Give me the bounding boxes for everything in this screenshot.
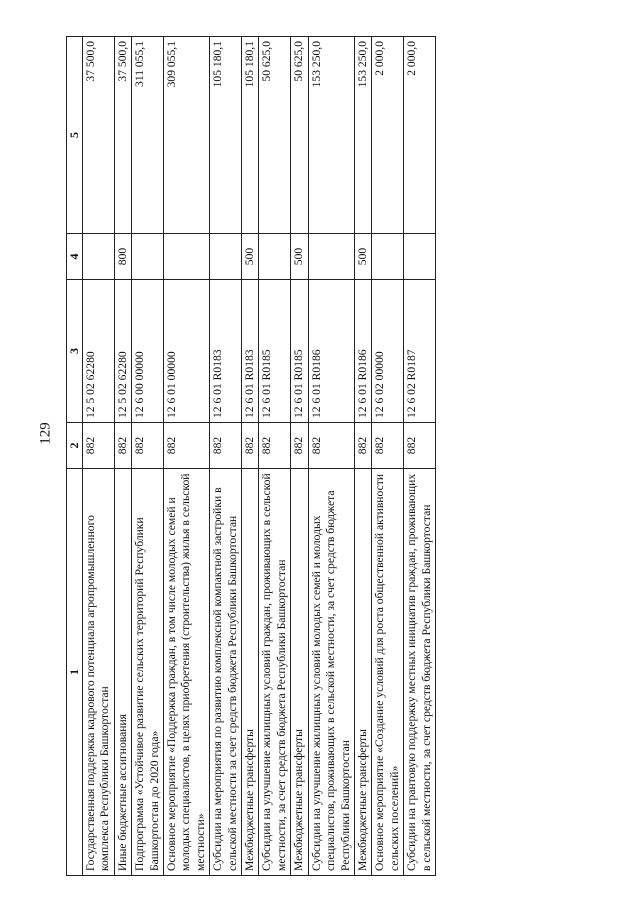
budget-table-frame (66, 37, 572, 876)
header-cell-type: 4 (67, 234, 83, 280)
row-amount-cell: 50 625,0 (291, 37, 308, 234)
row-ministry-cell: 882 (83, 423, 115, 469)
row-type-cell (164, 234, 210, 280)
row-amount-cell: 311 055,1 (132, 37, 164, 234)
row-name-cell: Подпрограмма «Устойчивое развитие сельских территорий Республики Башкортостан до 2020 года» (132, 469, 164, 876)
row-name-cell: Межбюджетные трансферты (291, 469, 308, 876)
table-row (372, 37, 404, 876)
table-row (404, 37, 436, 876)
row-code-cell: 12 6 01 00000 (164, 280, 210, 423)
table-row (132, 37, 164, 876)
row-type-cell (372, 234, 404, 280)
row-type-cell (259, 234, 291, 280)
table-row (308, 37, 354, 876)
row-code-cell: 12 6 01 R0185 (291, 280, 308, 423)
row-amount-cell: 309 055,1 (164, 37, 210, 234)
row-name-cell: Государственная поддержка кадрового потенциала агропромышленного комплекса Республики Башкортостан (83, 469, 115, 876)
row-ministry-cell: 882 (132, 423, 164, 469)
row-code-cell: 12 6 01 R0183 (242, 280, 259, 423)
row-type-cell: 500 (354, 234, 371, 280)
row-ministry-cell: 882 (114, 423, 131, 469)
row-code-cell: 12 5 02 62280 (114, 280, 131, 423)
row-ministry-cell: 882 (210, 423, 242, 469)
row-ministry-cell: 882 (404, 423, 436, 469)
row-type-cell: 500 (291, 234, 308, 280)
row-amount-cell: 153 250,0 (354, 37, 371, 234)
row-ministry-cell: 882 (291, 423, 308, 469)
row-type-cell (404, 234, 436, 280)
page-number: 129 (37, 422, 54, 445)
row-name-cell: Иные бюджетные ассигнования (114, 469, 131, 876)
header-row (67, 37, 83, 876)
header-cell-amount: 5 (67, 37, 83, 234)
row-name-cell: Субсидии на мероприятия по развитию комплексной компактной застройки в сельской местности за счет средств бюджета Республики Башкортостан (210, 469, 242, 876)
row-name-cell: Субсидии на улучшение жилищных условий граждан, проживающих в сельской местности, за счет средств бюджета Республики Башкортостан (259, 469, 291, 876)
row-ministry-cell: 882 (308, 423, 354, 469)
budget-table (66, 36, 436, 876)
header-cell-name: 1 (67, 469, 83, 876)
row-amount-cell: 2 000,0 (372, 37, 404, 234)
row-code-cell: 12 6 00 00000 (132, 280, 164, 423)
row-code-cell: 12 5 02 62280 (83, 280, 115, 423)
row-name-cell: Субсидии на грантовую поддержку местных инициатив граждан, проживающих в сельской местности, за счет средств бюджета Республики Башкортостан (404, 469, 436, 876)
row-amount-cell: 37 500,0 (114, 37, 131, 234)
row-code-cell: 12 6 01 R0186 (354, 280, 371, 423)
row-type-cell: 500 (242, 234, 259, 280)
row-amount-cell: 37 500,0 (83, 37, 115, 234)
row-code-cell: 12 6 02 00000 (372, 280, 404, 423)
row-type-cell (210, 234, 242, 280)
table-row (354, 37, 371, 876)
table-row (164, 37, 210, 876)
table-row (242, 37, 259, 876)
row-code-cell: 12 6 01 R0186 (308, 280, 354, 423)
table-row (83, 37, 115, 876)
row-amount-cell: 153 250,0 (308, 37, 354, 234)
row-amount-cell: 2 000,0 (404, 37, 436, 234)
header-cell-ministry: 2 (67, 423, 83, 469)
row-code-cell: 12 6 02 R0187 (404, 280, 436, 423)
table-row (291, 37, 308, 876)
row-amount-cell: 105 180,1 (210, 37, 242, 234)
table-row (259, 37, 291, 876)
row-ministry-cell: 882 (242, 423, 259, 469)
row-code-cell: 12 6 01 R0185 (259, 280, 291, 423)
table-row (114, 37, 131, 876)
row-name-cell: Основное мероприятие «Поддержка граждан, в том числе молодых семей и молодых специалистов, в целях приобретения (строительства) жилья в сельской местности» (164, 469, 210, 876)
row-type-cell (83, 234, 115, 280)
row-code-cell: 12 6 01 R0183 (210, 280, 242, 423)
row-name-cell: Межбюджетные трансферты (242, 469, 259, 876)
row-amount-cell: 50 625,0 (259, 37, 291, 234)
row-amount-cell: 105 180,1 (242, 37, 259, 234)
row-type-cell (308, 234, 354, 280)
table-row (210, 37, 242, 876)
row-name-cell: Субсидии на улучшение жилищных условий молодых семей и молодых специалистов, проживающих в сельской местности, за счет средств бюджета Республики Башкортостан (308, 469, 354, 876)
row-ministry-cell: 882 (259, 423, 291, 469)
row-type-cell: 800 (114, 234, 131, 280)
row-type-cell (132, 234, 164, 280)
row-ministry-cell: 882 (164, 423, 210, 469)
row-ministry-cell: 882 (354, 423, 371, 469)
table-body (83, 37, 436, 876)
row-ministry-cell: 882 (372, 423, 404, 469)
header-cell-code: 3 (67, 280, 83, 423)
row-name-cell: Основное мероприятие «Создание условий для роста общественной активности сельских поселений» (372, 469, 404, 876)
row-name-cell: Межбюджетные трансферты (354, 469, 371, 876)
